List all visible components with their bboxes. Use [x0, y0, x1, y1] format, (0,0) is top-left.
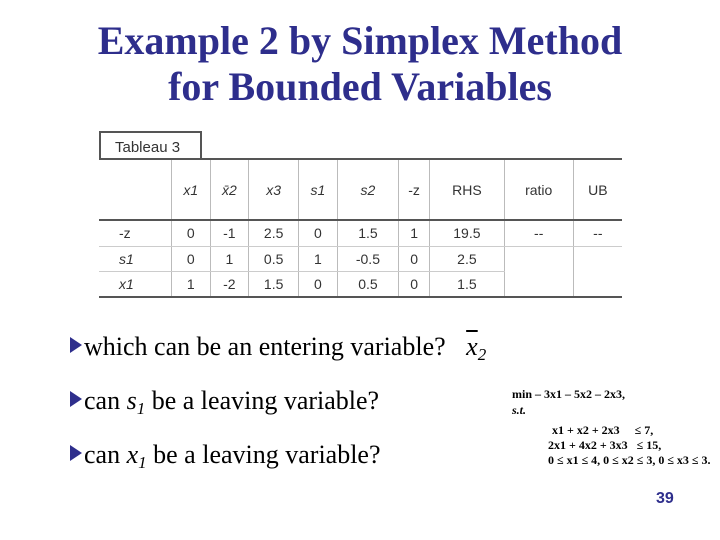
- lp-objective: min – 3x1 – 5x2 – 2x3,: [512, 387, 626, 401]
- table-cell: 0: [399, 246, 430, 271]
- bullet-arrow-icon: [70, 391, 82, 407]
- answer-var-subscript: 2: [477, 345, 487, 364]
- page-number: 39: [656, 490, 674, 507]
- table-cell: [504, 246, 573, 271]
- question-s1-post: be a leaving variable?: [151, 386, 380, 415]
- question-leaving-s1: [70, 386, 379, 424]
- table-cell: --: [573, 220, 622, 246]
- lp-bounds: 0 ≤ x1 ≤ 4, 0 ≤ x2 ≤ 3, 0 ≤ x3 ≤ 3.: [548, 453, 711, 467]
- tableau-corner-cell: [99, 160, 172, 220]
- table-cell: 2.5: [430, 246, 505, 271]
- table-cell: 0: [399, 271, 430, 296]
- tableau-label: Tableau 3: [99, 131, 202, 158]
- lp-constraint-2: 2x1 + 4x2 + 3x3 ≤ 15,: [548, 438, 662, 452]
- table-cell: 1: [210, 246, 249, 271]
- table-cell: -2: [210, 271, 249, 296]
- table-cell: 0.5: [337, 271, 398, 296]
- table-cell: 2.5: [249, 220, 299, 246]
- bullet-arrow-icon: [70, 445, 82, 461]
- table-row: [99, 246, 622, 271]
- answer-variable: [466, 332, 487, 364]
- table-cell: [573, 246, 622, 271]
- question-x1-post: be a leaving variable?: [153, 440, 381, 469]
- table-cell: 1.5: [337, 220, 398, 246]
- col-header-x1-text: x1: [183, 181, 199, 198]
- question-entering-text: which can be an entering variable?: [84, 332, 446, 361]
- table-cell: 0: [299, 220, 338, 246]
- question-s1-pre: can: [84, 386, 121, 415]
- slide-title-line1: Example 2 by Simplex Method: [97, 18, 623, 63]
- table-cell: 1.5: [249, 271, 299, 296]
- table-cell: -0.5: [337, 246, 398, 271]
- col-header-s2: [337, 160, 398, 220]
- table-cell: 1.5: [430, 271, 505, 296]
- table-cell: 19.5: [430, 220, 505, 246]
- question-x1-var: [126, 440, 147, 472]
- table-cell: --: [504, 220, 573, 246]
- col-header-ub: [573, 160, 622, 220]
- table-cell: -1: [210, 220, 249, 246]
- table-cell: [573, 271, 622, 296]
- col-header-s2-text: s2: [360, 181, 376, 198]
- col-header-ub-text: UB: [588, 181, 608, 198]
- question-x1-pre: can: [84, 440, 121, 469]
- col-header-ratio-text: ratio: [525, 181, 553, 198]
- col-header-x3: [249, 160, 299, 220]
- table-cell: 0.5: [249, 246, 299, 271]
- question-entering: [70, 332, 486, 370]
- col-header-ratio: [504, 160, 573, 220]
- table-cell: 1: [299, 246, 338, 271]
- table-cell: 0: [172, 220, 211, 246]
- row-label: -z: [99, 220, 172, 246]
- table-cell: [504, 271, 573, 296]
- col-header-x2bar: [210, 160, 249, 220]
- col-header-s1: [299, 160, 338, 220]
- slide-title-line2: for Bounded Variables: [168, 64, 552, 109]
- table-cell: 1: [399, 220, 430, 246]
- lp-constraint-1: x1 + x2 + 2x3 ≤ 7,: [552, 423, 654, 437]
- col-header-x3-text: x3: [266, 181, 282, 198]
- tableau-header-row: [99, 160, 622, 220]
- table-row: [99, 271, 622, 296]
- table-row: [99, 220, 622, 246]
- simplex-tableau: [99, 158, 622, 298]
- slide-title: [0, 18, 720, 110]
- lp-subject-to: s.t.: [512, 403, 527, 417]
- col-header-rhs-text: RHS: [452, 181, 482, 198]
- x1-letter: x: [126, 440, 139, 469]
- question-leaving-x1: [70, 440, 381, 478]
- table-cell: 1: [172, 271, 211, 296]
- col-header-s1-text: s1: [310, 181, 326, 198]
- bullet-arrow-icon: [70, 337, 82, 353]
- row-label: x1: [99, 271, 172, 296]
- answer-var-letter: $\overline{x}$: [466, 332, 478, 361]
- s1-letter: s: [126, 386, 137, 415]
- table-cell: 0: [172, 246, 211, 271]
- col-header-x1: [172, 160, 211, 220]
- s1-subscript: 1: [136, 399, 146, 418]
- col-header-negz-text: -z: [408, 181, 420, 198]
- table-cell: 0: [299, 271, 338, 296]
- col-header-negz: [399, 160, 430, 220]
- question-s1-var: [126, 386, 146, 418]
- x1-subscript: 1: [138, 453, 147, 472]
- col-header-rhs: [430, 160, 505, 220]
- row-label: s1: [99, 246, 172, 271]
- col-header-x2bar-text: x̄2: [221, 181, 237, 198]
